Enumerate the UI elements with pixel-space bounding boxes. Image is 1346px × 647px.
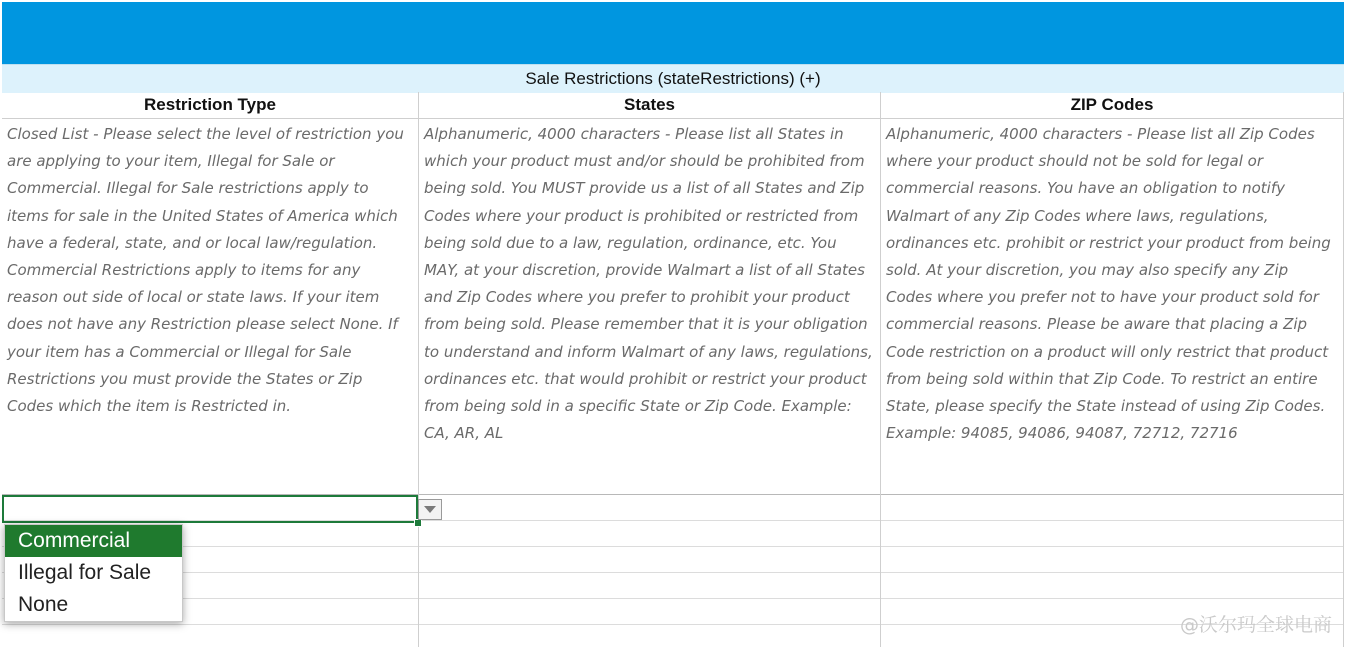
active-cell-selection[interactable] xyxy=(2,495,418,523)
input-cell-zip-codes[interactable] xyxy=(881,495,1343,521)
dropdown-option-none[interactable]: None xyxy=(18,593,69,616)
dropdown-option-illegal-for-sale[interactable]: Illegal for Sale xyxy=(18,561,152,584)
description-cell-states[interactable]: Alphanumeric, 4000 characters - Please list all States in which your product must and/or should be prohibited from being sold. You MUST provide us a list of all States and Zip Codes where your product is prohibited or restricted from being sold due to a law, regulation, ordinance, etc. You MAY, at your discretion, provide Walmart a list of all States and Zip Codes where you prefer to prohibit your product from being sold. Please remember that it is your obligation to understand and inform Walmart of any laws, regulations, ordinances etc. that would prohibit or restrict your product from being sold in a specific State or Zip Code. Example: CA, AR, AL xyxy=(419,119,880,495)
input-cell-states[interactable] xyxy=(419,495,880,521)
dropdown-option-commercial[interactable]: Commercial xyxy=(5,525,182,557)
empty-cell[interactable] xyxy=(419,599,880,625)
description-cell-zip-codes[interactable]: Alphanumeric, 4000 characters - Please list all Zip Codes where your product should not be sold for legal or commercial reasons. You have an obligation to notify Walmart of any Zip Codes where laws, regulations, ordinances etc. prohibit or restrict your product from being sold. At your discretion, you may also specify any Zip Codes where you prefer not to have your product sold for commercial reasons. Please be aware that placing a Zip Code restriction on a product will only restrict that product from being sold within that Zip Code. To restrict an entire State, please specify the State instead of using Zip Codes. Example: 94085, 94086, 94087, 72712, 72716 xyxy=(881,119,1343,495)
dropdown-arrow-button[interactable] xyxy=(418,499,442,520)
empty-cell[interactable] xyxy=(881,547,1343,573)
dropdown-list xyxy=(4,524,183,622)
column-header-zip-codes[interactable]: ZIP Codes xyxy=(881,92,1343,119)
empty-cell[interactable] xyxy=(881,573,1343,599)
chevron-down-icon xyxy=(424,506,436,513)
section-title: Sale Restrictions (stateRestrictions) (+) xyxy=(2,64,1344,93)
top-header-band xyxy=(2,2,1344,64)
column-header-states[interactable]: States xyxy=(419,92,880,119)
watermark-text: @沃尔玛全球电商 xyxy=(1179,614,1332,636)
empty-cell[interactable] xyxy=(419,521,880,547)
column-states xyxy=(418,92,880,647)
empty-cell[interactable] xyxy=(419,573,880,599)
empty-cell[interactable] xyxy=(419,547,880,573)
empty-cell[interactable] xyxy=(881,521,1343,547)
description-cell-restriction-type[interactable]: Closed List - Please select the level of restriction you are applying to your item, Illegal for Sale or Commercial. Illegal for Sale restrictions apply to items for sale in the United States of America which have a federal, state, and or local law/regulation. Commercial Restrictions apply to items for any reason out side of local or state laws. If your item does not have any Restriction please select None. If your item has a Commercial or Illegal for Sale Restrictions you must provide the States or Zip Codes which the item is Restricted in. xyxy=(2,119,418,495)
column-zip-codes xyxy=(880,92,1344,647)
column-header-restriction-type[interactable]: Restriction Type xyxy=(2,92,418,119)
fill-handle[interactable] xyxy=(414,519,422,527)
